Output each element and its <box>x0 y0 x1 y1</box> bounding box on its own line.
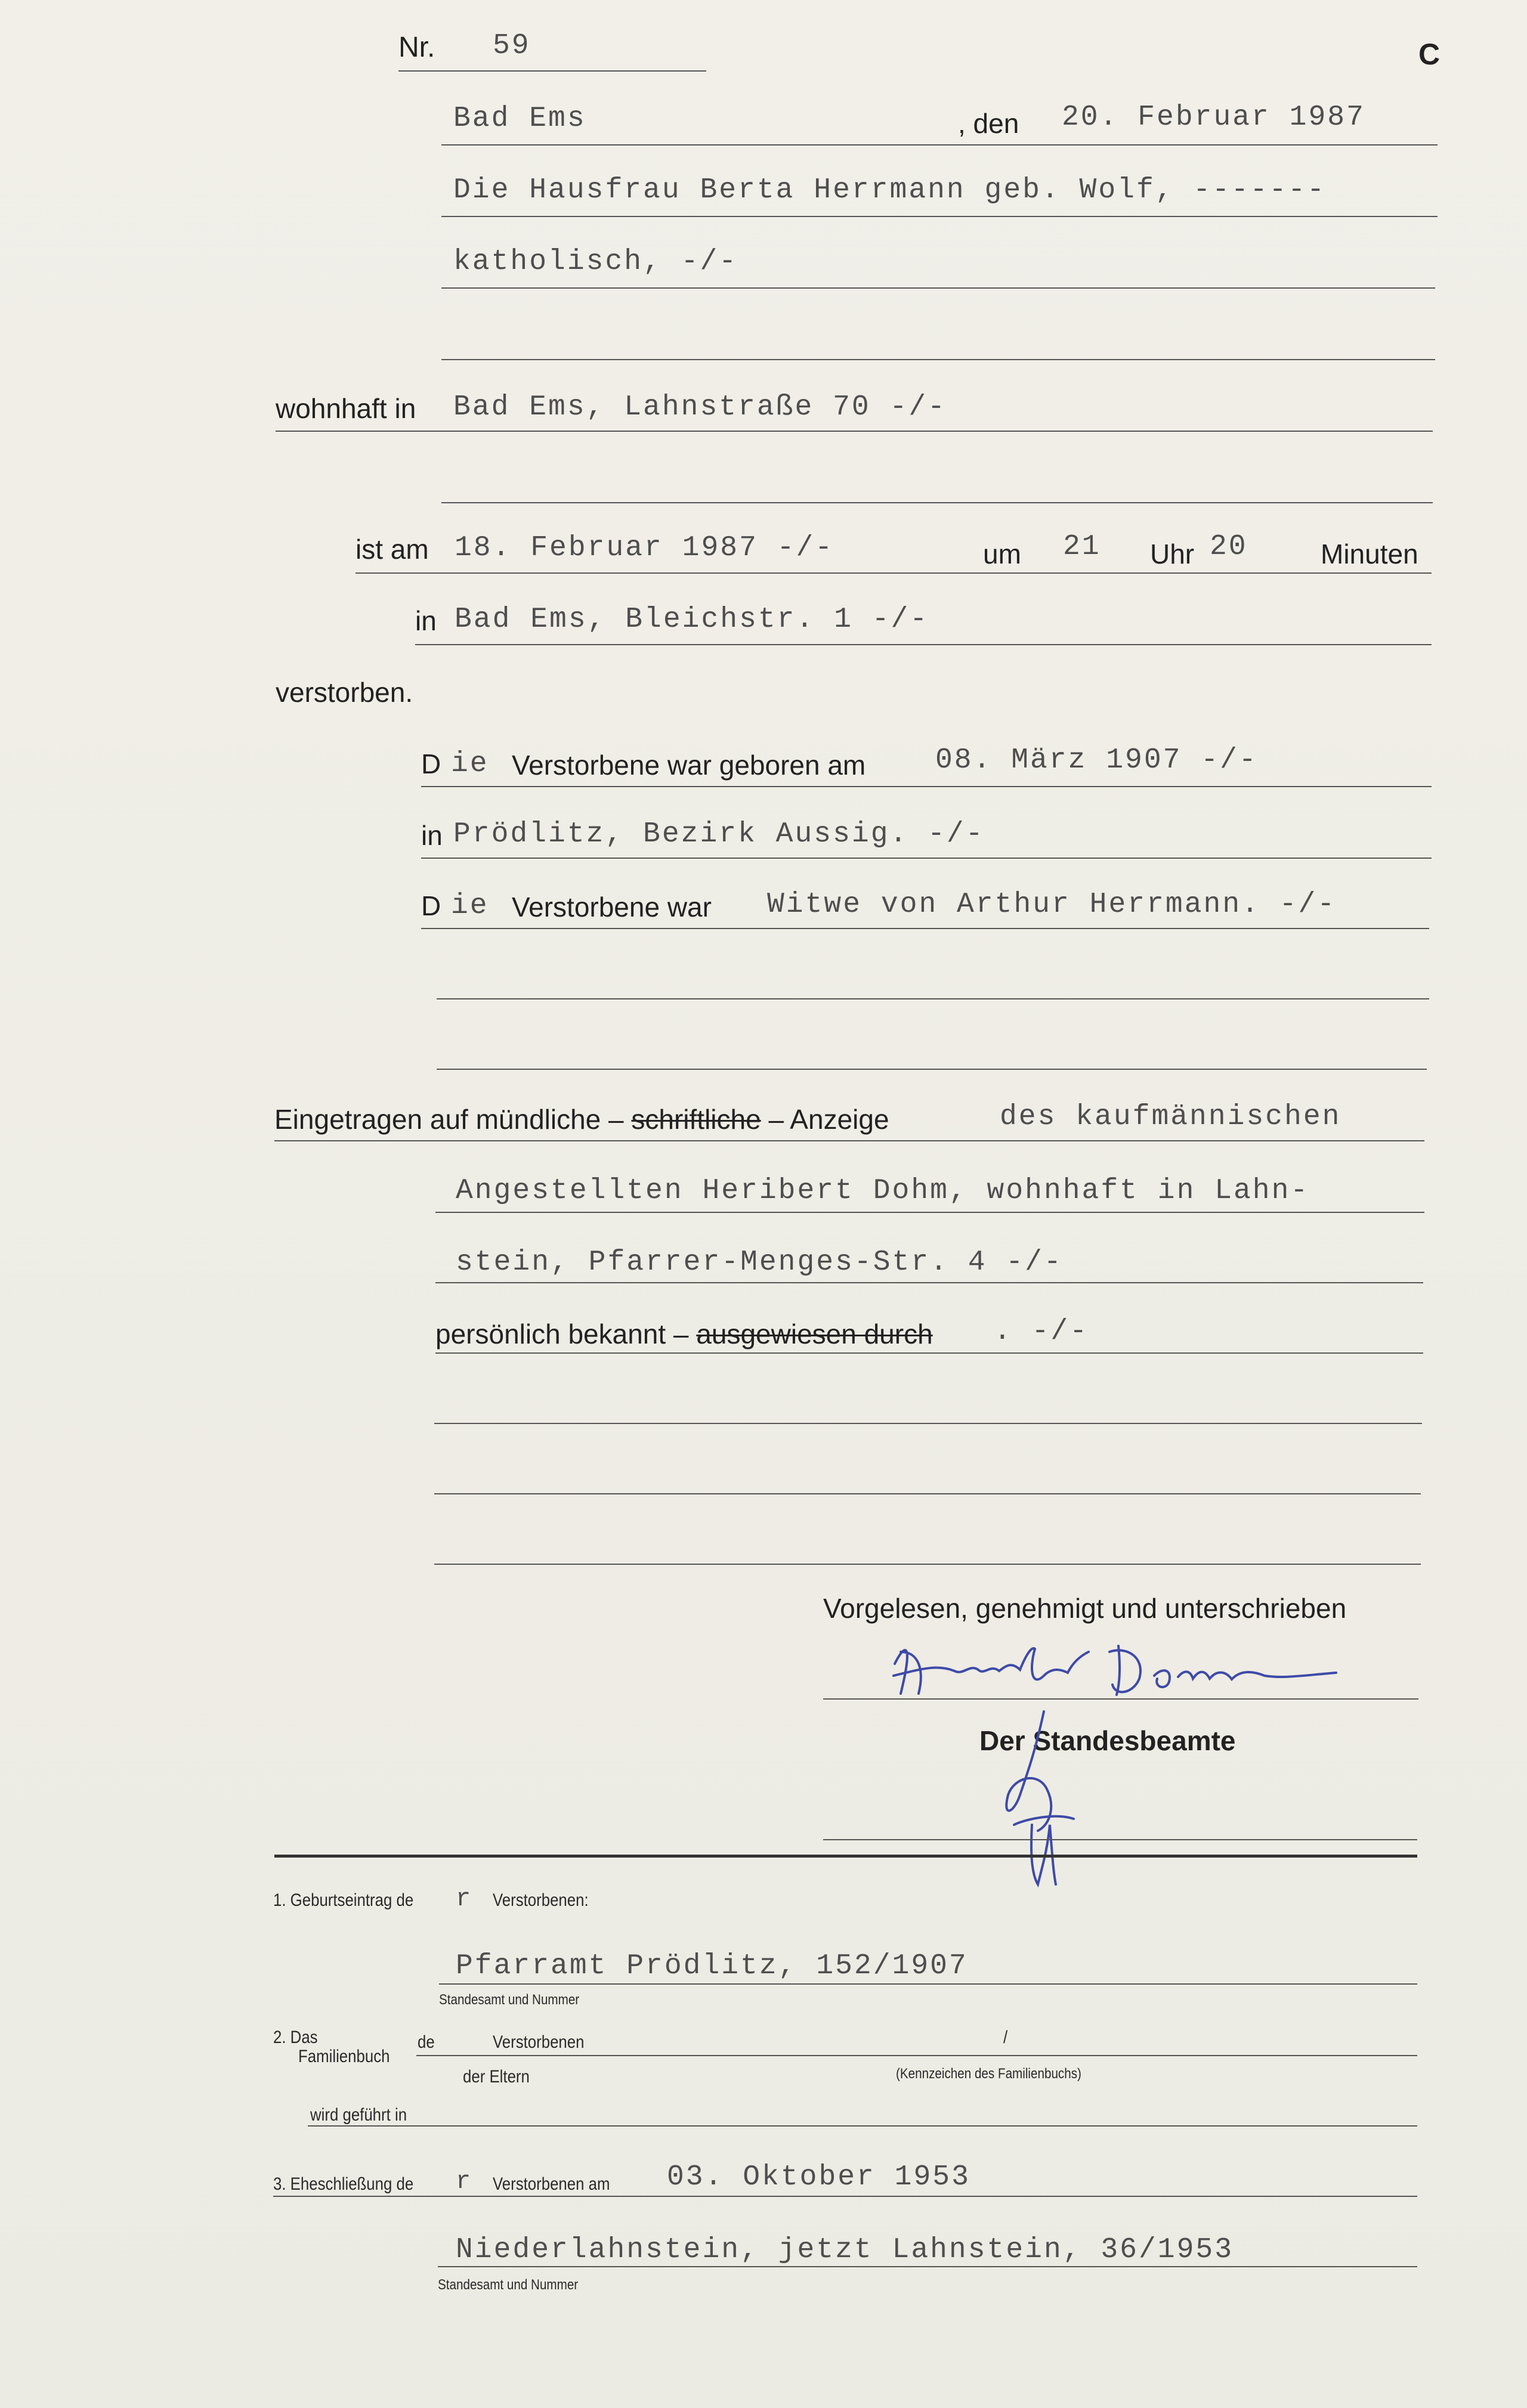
official-initials <box>990 1706 1086 1896</box>
rule <box>415 644 1432 645</box>
rule <box>356 572 1432 574</box>
rule <box>441 359 1435 360</box>
status-ie: ie <box>451 890 489 922</box>
death-place-label: in <box>415 605 437 636</box>
informant-line-3: stein, Pfarrer-Menges-Str. 4 -/- <box>456 1246 1063 1279</box>
residence-label: wohnhaft in <box>276 393 416 424</box>
corner-mark: C <box>1418 38 1441 71</box>
minuten-label: Minuten <box>1321 538 1418 569</box>
verstorben-label: verstorben. <box>276 677 413 708</box>
rule <box>435 1212 1424 1213</box>
rule <box>435 1352 1423 1354</box>
register-no-rule <box>398 70 706 72</box>
footer-2-wird: wird geführt in <box>310 2105 407 2125</box>
registration-label <box>274 1103 889 1135</box>
status-prefix: D <box>421 890 441 921</box>
section-divider <box>274 1855 1417 1858</box>
rule <box>273 2196 1417 2197</box>
informant-line-1: des kaufmännischen <box>1000 1101 1341 1133</box>
closing-text: Vorgelesen, genehmigt und unterschrieben <box>823 1593 1347 1624</box>
rule <box>441 287 1435 289</box>
rule <box>276 431 1433 432</box>
birth-prefix: D <box>421 748 441 779</box>
birth-place: Prödlitz, Bezirk Aussig. -/- <box>453 818 985 850</box>
uhr-label: Uhr <box>1150 538 1195 569</box>
death-place: Bad Ems, Bleichstr. 1 -/- <box>455 603 929 636</box>
status-label: Verstorbene war <box>512 892 712 923</box>
deceased-line-1: Die Hausfrau Berta Herrmann geb. Wolf, ------- <box>453 174 1327 206</box>
status-value: Witwe von Arthur Herrmann. -/- <box>767 889 1337 921</box>
footer-1-label: 1. Geburtseintrag de <box>273 1890 414 1910</box>
footer-3-place: Niederlahnstein, jetzt Lahnstein, 36/1953 <box>456 2234 1234 2266</box>
registration-label-b: – Anzeige <box>768 1104 889 1135</box>
footer-3-label-2: Verstorbenen am <box>493 2174 610 2194</box>
rule <box>416 2055 1417 2056</box>
footer-2-de: de <box>418 2032 435 2052</box>
registration-label-struck: schriftliche <box>631 1104 761 1135</box>
register-no-label: Nr. <box>398 32 435 63</box>
rule <box>438 2266 1417 2267</box>
rule <box>437 998 1429 999</box>
birth-ie: ie <box>451 748 489 780</box>
rule <box>434 1564 1421 1565</box>
identification-line <box>435 1318 933 1350</box>
footer-1-sub: Standesamt und Nummer <box>439 1992 580 2008</box>
rule <box>421 858 1432 859</box>
death-minute: 20 <box>1210 531 1248 563</box>
rule <box>441 502 1433 503</box>
rule <box>439 1983 1417 1985</box>
deceased-line-2: katholisch, -/- <box>453 246 738 278</box>
footer-2-eltern: der Eltern <box>463 2067 530 2087</box>
footer-1-label-2: Verstorbenen: <box>493 1890 589 1910</box>
rule <box>421 786 1432 787</box>
footer-3-date: 03. Oktober 1953 <box>667 2161 970 2193</box>
register-no-value: 59 <box>493 30 531 62</box>
rule <box>434 1423 1422 1424</box>
residence-value: Bad Ems, Lahnstraße 70 -/- <box>453 391 947 423</box>
death-date: 18. Februar 1987 -/- <box>455 532 834 564</box>
rule <box>441 216 1438 217</box>
rule <box>823 1839 1417 1840</box>
signature-heribert-dohm <box>883 1628 1360 1706</box>
death-hour: 21 <box>1063 531 1101 563</box>
birth-label: Verstorbene war geboren am <box>512 750 866 781</box>
footer-3-label: 3. Eheschließung de <box>273 2174 414 2194</box>
footer-2-label-b: Familienbuch <box>298 2047 390 2066</box>
footer-2-label-a: 2. Das <box>273 2028 318 2047</box>
footer-2-kennzeichen: (Kennzeichen des Familienbuchs) <box>896 2066 1081 2082</box>
footer-3-sub: Standesamt und Nummer <box>438 2277 579 2293</box>
rule <box>434 1493 1421 1494</box>
rule <box>823 1698 1418 1700</box>
official-label: Der Standesbeamte <box>979 1725 1236 1756</box>
known-struck: ausgewiesen durch <box>696 1318 933 1350</box>
rule <box>441 144 1438 146</box>
um-label: um <box>983 538 1021 569</box>
informant-line-2: Angestellten Heribert Dohm, wohnhaft in Lahn- <box>456 1175 1310 1207</box>
known-label: persönlich bekannt – <box>435 1318 689 1350</box>
footer-1-typed: r <box>456 1884 473 1913</box>
rule <box>274 1140 1424 1141</box>
birth-date: 08. März 1907 -/- <box>935 744 1258 776</box>
footer-2-verstorbenen: Verstorbenen <box>493 2032 585 2052</box>
footer-3-typed: r <box>456 2167 473 2196</box>
rule <box>435 1282 1423 1283</box>
rule <box>308 2125 1417 2127</box>
death-date-label: ist am <box>356 534 429 565</box>
den-label: , den <box>958 108 1019 139</box>
place: Bad Ems <box>453 103 586 135</box>
registration-label-a: Eingetragen auf mündliche – <box>274 1104 624 1135</box>
footer-2-slash: / <box>1003 2028 1008 2047</box>
known-typed: . -/- <box>994 1316 1089 1348</box>
record-date: 20. Februar 1987 <box>1062 101 1365 134</box>
birth-place-label: in <box>421 820 443 851</box>
footer-1-value: Pfarramt Prödlitz, 152/1907 <box>456 1950 968 1982</box>
rule <box>437 1069 1427 1070</box>
rule <box>421 928 1429 929</box>
